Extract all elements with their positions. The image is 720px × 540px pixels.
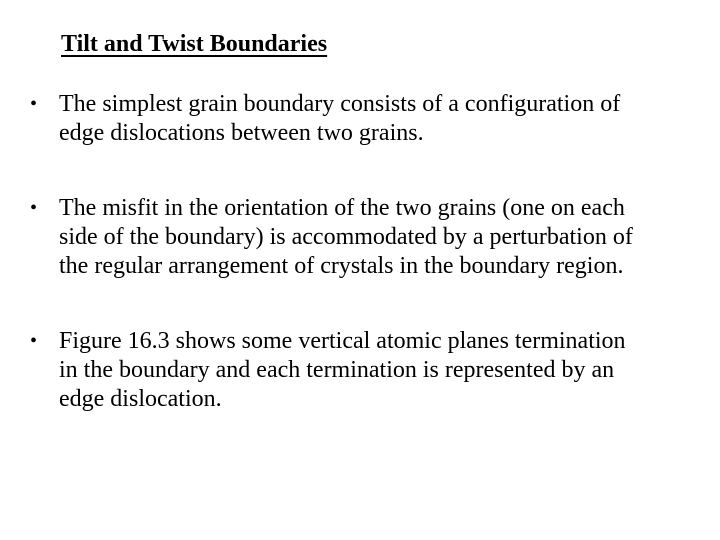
slide-title: Tilt and Twist Boundaries <box>61 31 328 57</box>
bullet-dot-icon: • <box>30 197 38 219</box>
bullet-dot-icon: • <box>30 93 38 115</box>
bullet-item-1 <box>30 90 690 148</box>
bullet-line: in the boundary and each termination is represented by an <box>59 357 615 383</box>
bullet-dot-icon: • <box>30 330 38 352</box>
bullet-item-2 <box>30 194 690 281</box>
bullet-line: the regular arrangement of crystals in the boundary region. <box>59 253 624 279</box>
bullet-line: side of the boundary) is accommodated by a perturbation of <box>59 224 633 250</box>
bullet-line: The misfit in the orientation of the two grains (one on each <box>59 195 625 221</box>
bullet-list <box>30 90 690 460</box>
bullet-item-3 <box>30 327 690 414</box>
bullet-line: edge dislocations between two grains. <box>59 120 424 146</box>
bullet-line: Figure 16.3 shows some vertical atomic planes termination <box>59 328 626 354</box>
bullet-line: edge dislocation. <box>59 386 222 412</box>
bullet-line: The simplest grain boundary consists of a configuration of <box>59 91 621 117</box>
